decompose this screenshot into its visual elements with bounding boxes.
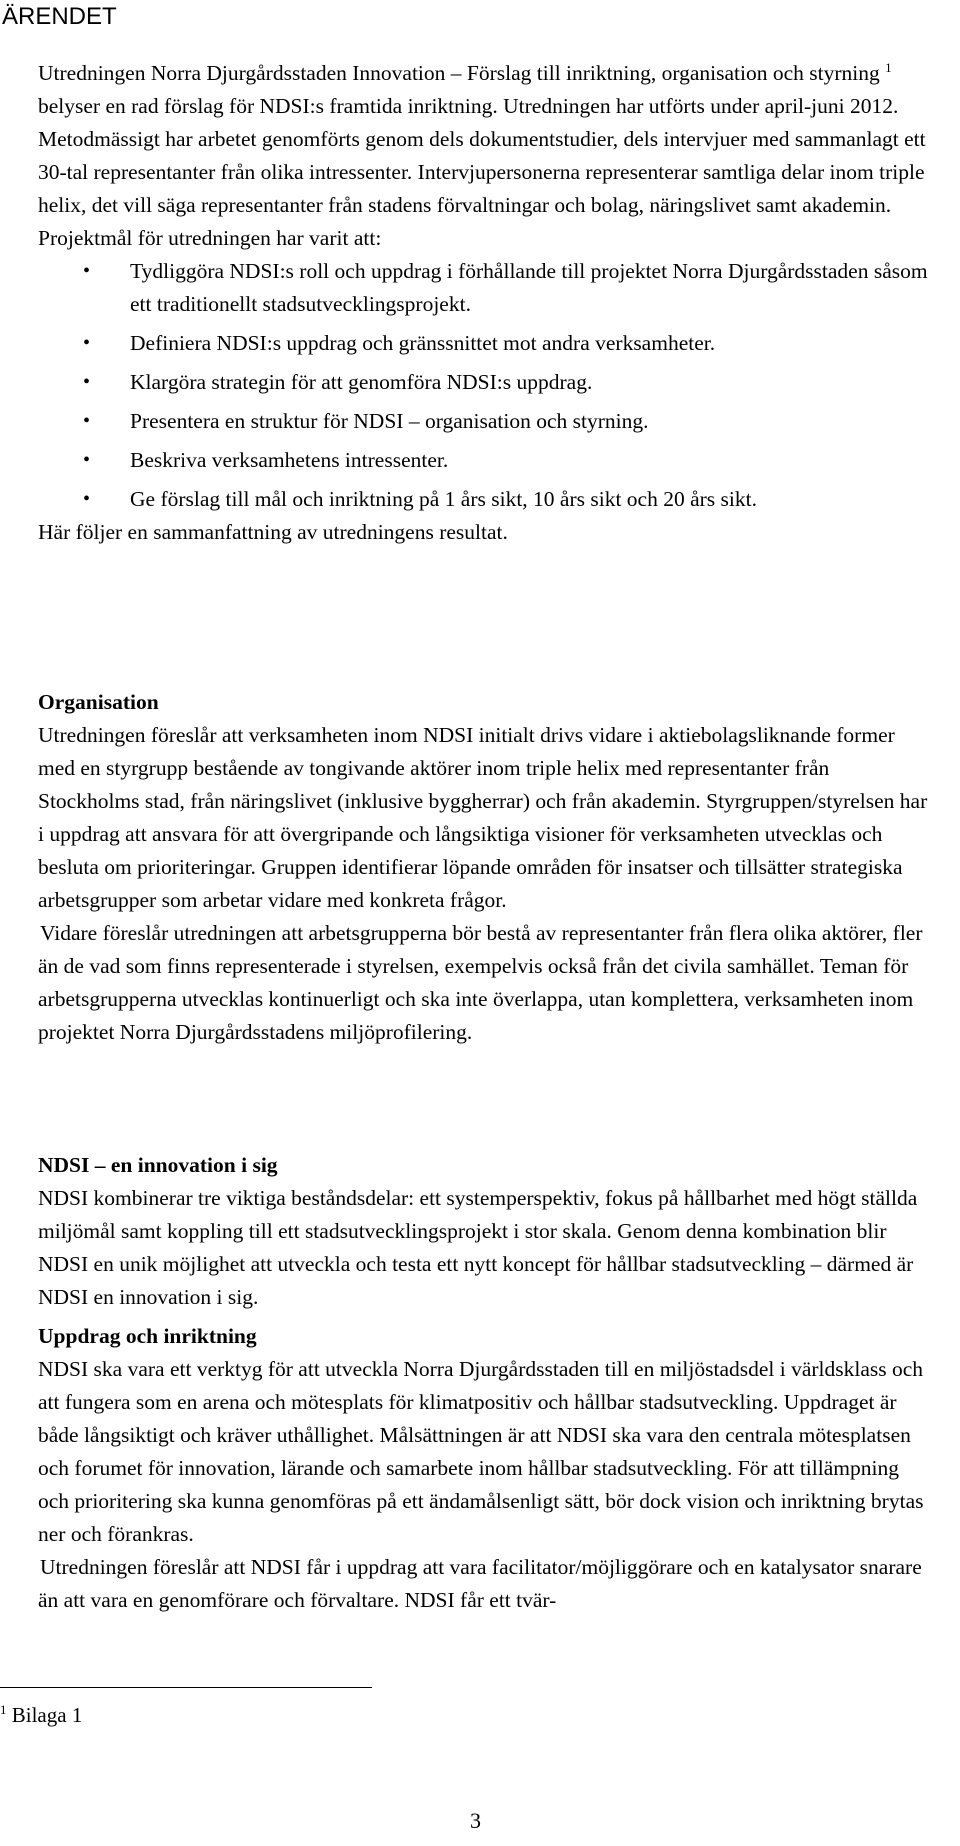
summary-line: Här följer en sammanfattning av utredningens resultat. <box>38 520 508 544</box>
goal-item: • Presentera en struktur för NDSI – organisation och styrning. <box>38 405 928 438</box>
section-header: ÄRENDET <box>2 3 117 30</box>
goals-list <box>38 255 928 516</box>
intro-section <box>38 57 928 549</box>
intro-paragraph: Utredningen Norra Djurgårdsstaden Innovation – Förslag till inriktning, organisation och styrning $^1$ belyser en rad förslag för NDSI:s framtida inriktning. Utredningen har utförts under april-juni 2012. Metodmässigt har arbetet genomförts genom dels dokumentstudier, dels intervjuer med sammanlagt ett 30-tal representanter från olika intressenter. Intervjupersonerna representerar samtliga delar inom triple helix, det vill säga representanter från stadens förvaltningar och bolag, näringslivet samt akademin. <box>38 59 926 217</box>
organisation-paragraph: Vidare föreslår utredningen att arbetsgrupperna bör bestå av representanter från flera olika aktörer, fler än de vad som finns representerade i styrelsen, exempelvis också från det civila samhället. Teman för arbetsgrupperna utvecklas kontinuerligt och ska inte överlappa, utan komplettera, verksamheten inom projektet Norra Djurgårdsstadens miljöprofilering. <box>38 921 923 1044</box>
goal-item: • Definiera NDSI:s uppdrag och gränssnittet mot andra verksamheter. <box>38 327 928 360</box>
goal-item: • Tydliggöra NDSI:s roll och uppdrag i förhållande till projektet Norra Djurgårdsstaden såsom ett traditionellt stadsutvecklingsprojekt. <box>38 255 928 321</box>
uppdrag-section <box>38 1320 928 1617</box>
organisation-section <box>38 686 928 1049</box>
goal-item: • Klargöra strategin för att genomföra NDSI:s uppdrag. <box>38 366 928 399</box>
uppdrag-paragraph: Utredningen föreslår att NDSI får i uppdrag att vara facilitator/möjliggörare och en katalysator snarare än att vara en genomförare och förvaltare. NDSI får ett tvär- <box>38 1555 922 1612</box>
goal-item: • Beskriva verksamhetens intressenter. <box>38 444 928 477</box>
organisation-paragraph: Utredningen föreslår att verksamheten inom NDSI initialt drivs vidare i aktiebolagsliknande former med en styrgrupp bestående av tongivande aktörer inom triple helix med representanter från Stockholms stad, från näringslivet (inklusive byggherrar) och från akademin. Styrgruppen/styrelsen har i uppdrag att ansvara för att övergripande och långsiktiga visioner för verksamheten utvecklas och besluta om prioriteringar. Gruppen identifierar löpande områden för insatser och tillsätter strategiska arbetsgrupper som arbetar vidare med konkreta frågor. <box>38 723 928 912</box>
footnote-text: Bilaga 1 <box>6 1703 83 1727</box>
uppdrag-paragraph: NDSI ska vara ett verktyg för att utveckla Norra Djurgårdsstaden till en miljöstadsdel i världsklass och att fungera som en arena och mötesplats för klimatpositiv och hållbar stadsutveckling. Uppdraget är både långsiktigt och kräver uthållighet. Målsättningen är att NDSI ska vara den centrala mötesplatsen och forumet för innovation, lärande och samarbete inom hållbar stadsutveckling. För att tillämpning och prioritering ska kunna genomföras på ett ändamålsenligt sätt, bör dock vision och inriktning brytas ner och förankras. <box>38 1357 924 1546</box>
goals-intro: Projektmål för utredningen har varit att: <box>38 226 382 250</box>
organisation-heading: Organisation <box>38 690 159 714</box>
footnote-separator <box>0 1687 372 1688</box>
footnote <box>0 1700 82 1730</box>
page-number: 3 <box>470 1808 481 1833</box>
uppdrag-heading: Uppdrag och inriktning <box>38 1324 257 1348</box>
footnote-mark: 1 <box>0 1702 7 1717</box>
innovation-heading: NDSI – en innovation i sig <box>38 1153 278 1177</box>
goal-item: • Ge förslag till mål och inriktning på 1 års sikt, 10 års sikt och 20 års sikt. <box>38 483 928 516</box>
innovation-section <box>38 1149 928 1314</box>
innovation-paragraph: NDSI kombinerar tre viktiga beståndsdelar: ett systemperspektiv, fokus på hållbarhet med högt ställda miljömål samt koppling till ett stadsutvecklingsprojekt i stor skala. Genom denna kombination blir NDSI en unik möjlighet att utveckla och testa ett nytt koncept för hållbar stadsutveckling – därmed är NDSI en innovation i sig. <box>38 1186 918 1309</box>
footnote-ref: 1 <box>885 59 892 75</box>
